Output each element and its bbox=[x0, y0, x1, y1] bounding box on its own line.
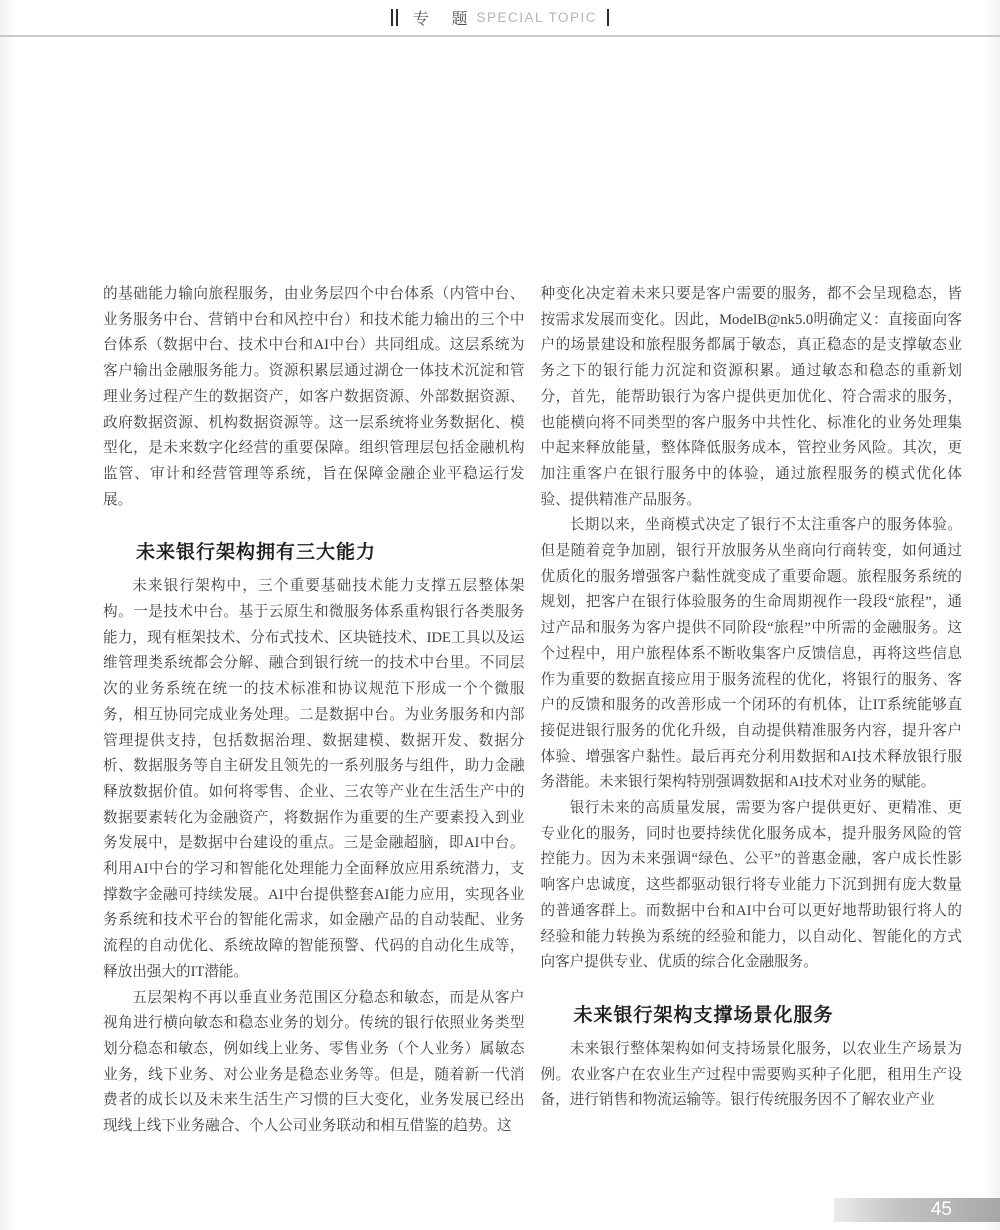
header-title-group bbox=[0, 0, 1000, 35]
single-bar-ornament bbox=[607, 9, 609, 26]
section-heading: 未来银行架构拥有三大能力 bbox=[136, 542, 377, 564]
page-edge-shadow-left bbox=[0, 0, 16, 1230]
page-header bbox=[0, 0, 1000, 37]
page-number-bar bbox=[834, 1198, 1000, 1222]
right-column bbox=[541, 282, 963, 1140]
header-rule bbox=[0, 35, 1000, 37]
paragraph: 的基础能力输向旅程服务，由业务层四个中台体系（内管中台、业务服务中台、营销中台和风控中台）和技术能力输出的三个中台体系（数据中台、技术中台和AI中台）共同组成。这层系统为客户输出金融服务能力。资源积累层通过湖仓一体技术沉淀和管理业务过程产生的数据资产，如客户数据资源、外部数据资源、政府数据资源、机构数据资源等。这一层系统将业务数据化、模型化，是未来数字化经营的重要保障。组织管理层包括金融机构监管、审计和经营管理等系统，旨在保障金融企业平稳运行发展。 bbox=[103, 286, 525, 508]
double-bar-ornament bbox=[391, 9, 401, 26]
article-body bbox=[103, 282, 962, 1140]
section-heading: 未来银行架构支撑场景化服务 bbox=[573, 1004, 834, 1026]
paragraph: 五层架构不再以垂直业务范围区分稳态和敏态，而是从客户视角进行横向敏态和稳态业务的划分。传统的银行依照业务类型划分稳态和敏态，例如线上业务、零售业务（个人业务）属敏态业务，线下业务、对公业务是稳态业务等。但是，随着新一代消费者的成长以及未来生活生产习惯的巨大变化，业务发展已经出现线上线下业务融合、个人公司业务联动和相互借鉴的趋势。这 bbox=[103, 989, 525, 1135]
header-title-cn: 专 题 bbox=[413, 11, 477, 28]
left-column bbox=[103, 282, 525, 1140]
header-title-en: SPECIAL TOPIC bbox=[476, 10, 597, 25]
paragraph: 长期以来，坐商模式决定了银行不太注重客户的服务体验。但是随着竞争加剧，银行开放服务从坐商向行商转变，如何通过优质化的服务增强客户黏性就变成了重要命题。旅程服务系统的规划，把客户在银行体验服务的生命周期视作一段段“旅程”，通过产品和服务为客户提供不同阶段“旅程”中所需的金融服务。这个过程中，用户旅程体系不断收集客户反馈信息，再将这些信息作为重要的数据直接应用于服务流程的优化，将银行的服务、客户的反馈和服务的改善形成一个闭环的有机体，让IT系统能够直接促进银行服务的优化升级，自动提供精准服务内容，提升客户体验、增强客户黏性。最后再充分利用数据和AI技术释放银行服务潜能。未来银行架构特别强调数据和AI技术对业务的赋能。 bbox=[540, 517, 962, 791]
paragraph: 种变化决定着未来只要是客户需要的服务，都不会呈现稳态，皆按需求发展而变化。因此，ModelB@nk5.0明确定义：直接面向客户的场景建设和旅程服务都属于敏态，真正稳态的是支撑敏态业务之下的银行能力沉淀和资源积累。通过敏态和稳态的重新划分，首先，能帮助银行为客户提供更加优化、符合需求的服务，也能横向将不同类型的客户服务中共性化、标准化的业务处理集中起来释放能量，整体降低服务成本，管控业务风险。其次，更加注重客户在银行服务中的体验，通过旅程服务的模式优化体验、提供精准产品服务。 bbox=[540, 286, 962, 508]
page-edge-shadow-right bbox=[984, 0, 1000, 1230]
paragraph: 银行未来的高质量发展，需要为客户提供更好、更精准、更专业化的服务，同时也要持续优化服务成本，提升服务风险的管控能力。因为未来强调“绿色、公平”的普惠金融，客户成长性影响客户忠诚度，这些都驱动银行将专业能力下沉到拥有庞大数量的普通客群上。而数据中台和AI中台可以更好地帮助银行将人的经验和能力转换为系统的经验和能力，以自动化、智能化的方式向客户提供专业、优质的综合化金融服务。 bbox=[540, 800, 962, 971]
page-number: 45 bbox=[930, 1199, 952, 1220]
paragraph: 未来银行架构中，三个重要基础技术能力支撑五层整体架构。一是技术中台。基于云原生和微服务体系重构银行各类服务能力，现有框架技术、分布式技术、区块链技术、IDE工具以及运维管理类系统都会分解、融合到银行统一的技术中台里。不同层次的业务系统在统一的技术标准和协议规范下形成一个个微服务，相互协同完成业务处理。二是数据中台。为业务服务和内部管理提供支持，包括数据治理、数据建模、数据开发、数据分析、数据服务等自主研发且领先的一系列服务与组件，助力金融释放数据价值。如何将零售、企业、三农等产业在生活生产中的数据要素转化为金融资产，将数据作为重要的生产要素投入到业务发展中，是数据中台建设的重点。三是金融超脑，即AI中台。利用AI中台的学习和智能化处理能力全面释放应用系统潜力，支撑数字金融可持续发展。AI中台提供整套AI能力应用，实现各业务系统和技术平台的智能化需求，如金融产品的自动装配、业务流程的自动优化、系统故障的智能预警、代码的自动化生成等，释放出强大的IT潜能。 bbox=[103, 578, 525, 980]
paragraph: 未来银行整体架构如何支持场景化服务，以农业生产场景为例。农业客户在农业生产过程中需要购买种子化肥，租用生产设备，进行销售和物流运输等。银行传统服务因不了解农业产业 bbox=[540, 1040, 962, 1109]
